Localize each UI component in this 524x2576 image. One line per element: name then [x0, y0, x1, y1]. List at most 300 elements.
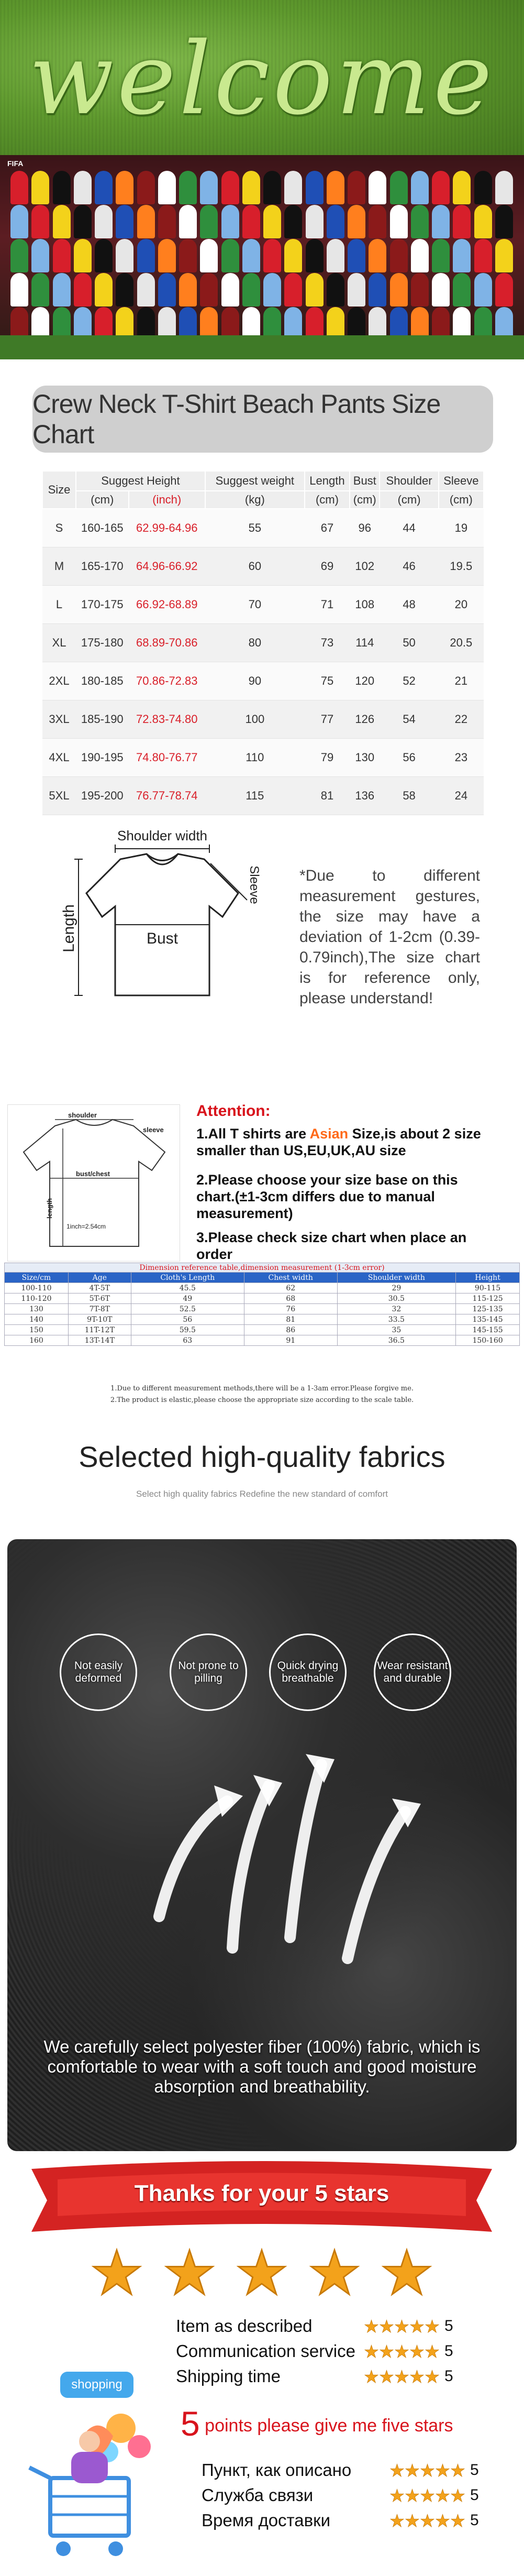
- size-cell: 96: [350, 509, 380, 547]
- player: [495, 205, 513, 238]
- player: [348, 171, 365, 204]
- size-cell: 71: [305, 585, 350, 623]
- attention-item-2: 2.Please choose your size base on this chart.(±1-3cm differs due to manual measurement): [196, 1172, 458, 1221]
- size-cell: 185-190: [76, 700, 129, 738]
- rating-score: 5: [470, 2512, 479, 2529]
- star-icon: [395, 2370, 409, 2384]
- rating-label: Communication service: [176, 2341, 355, 2361]
- size-cell: 62.99-64.96: [129, 509, 205, 547]
- kids-cell: 13T-14T: [68, 1335, 131, 1346]
- kids-row: [5, 1304, 520, 1314]
- player: [411, 205, 429, 238]
- unit-height-cm: (cm): [76, 491, 129, 509]
- attention-section: [0, 1094, 524, 1413]
- fabric-caption: We carefully select polyester fiber (100%) fabric, which is comfortable to wear with a soft touch and good moisture absorption and breathability.: [43, 2037, 481, 2096]
- size-cell: 21: [439, 662, 484, 700]
- star-icon: [395, 2319, 409, 2333]
- star-icon: [410, 2319, 424, 2333]
- player: [137, 171, 155, 204]
- player: [495, 239, 513, 272]
- star-icon: [451, 2489, 465, 2503]
- size-row: [42, 509, 484, 547]
- shopping-cart-icon: [8, 2368, 165, 2572]
- player: [10, 239, 28, 272]
- player: [306, 239, 324, 272]
- kids-row: [5, 1283, 520, 1294]
- size-cell: 190-195: [76, 738, 129, 776]
- size-cell: 19.5: [439, 547, 484, 585]
- player: [432, 239, 450, 272]
- size-row: [42, 623, 484, 662]
- size-cell: 67: [305, 509, 350, 547]
- player: [137, 273, 155, 306]
- player: [411, 239, 429, 272]
- star-icon: [364, 2370, 378, 2384]
- player: [158, 239, 176, 272]
- size-cell: 90: [205, 662, 305, 700]
- size-cell: 81: [305, 776, 350, 815]
- star-icon: [436, 2489, 450, 2503]
- shopping-illustration: [8, 2368, 165, 2572]
- kids-cell: 33.5: [337, 1314, 455, 1325]
- kids-header-chest: Chest width: [244, 1273, 337, 1283]
- star-icon: [451, 2514, 465, 2528]
- kids-cell: 130: [5, 1304, 69, 1314]
- size-cell: 102: [350, 547, 380, 585]
- star-icon: [380, 2344, 394, 2359]
- size-cell: 55: [205, 509, 305, 547]
- rating-label: Пункт, как описано: [202, 2460, 352, 2480]
- kids-cell: 4T-5T: [68, 1283, 131, 1294]
- mini-shoulder-label: shoulder: [68, 1111, 97, 1119]
- player: [74, 171, 92, 204]
- mini-conversion-label: 1inch=2.54cm: [66, 1223, 106, 1230]
- kids-cell: 36.5: [337, 1335, 455, 1346]
- big-stars-row: [92, 2248, 432, 2300]
- player: [31, 171, 49, 204]
- player: [432, 273, 450, 306]
- player-row: [10, 273, 513, 306]
- player: [158, 171, 176, 204]
- fabrics-subtitle: Select high quality fabrics Redefine the new standard of comfort: [136, 1489, 388, 1499]
- player: [200, 171, 218, 204]
- kids-cell: 68: [244, 1294, 337, 1304]
- player: [263, 239, 281, 272]
- player: [74, 205, 92, 238]
- kids-table-header-row: [5, 1273, 520, 1283]
- size-cell: 66.92-68.89: [129, 585, 205, 623]
- player: [95, 171, 113, 204]
- size-chart-header-row: [42, 471, 484, 491]
- star-icon: [390, 2514, 404, 2528]
- header-shoulder: Shoulder: [380, 471, 438, 491]
- kids-note-2: 2.The product is elastic,please choose the appropriate size according to the scale table.: [110, 1396, 414, 1404]
- kids-cell: 115-125: [456, 1294, 520, 1304]
- size-cell: 50: [380, 623, 438, 662]
- player: [31, 205, 49, 238]
- player: [242, 171, 260, 204]
- player: [474, 205, 492, 238]
- rating-stars: [364, 2319, 439, 2333]
- size-cell: 22: [439, 700, 484, 738]
- kids-cell: 110-120: [5, 1294, 69, 1304]
- star-icon: [390, 2463, 404, 2478]
- star-icon: [405, 2489, 419, 2503]
- five-points-caption: points please give me five stars: [199, 2416, 453, 2436]
- size-cell: 24: [439, 776, 484, 815]
- size-cell: 4XL: [42, 738, 76, 776]
- thanks-banner: [26, 2158, 497, 2237]
- kids-cell: 35: [337, 1325, 455, 1335]
- player: [53, 239, 71, 272]
- rating-stars: [364, 2344, 439, 2359]
- kids-cell: 56: [131, 1314, 244, 1325]
- player: [474, 171, 492, 204]
- star-icon: [425, 2319, 439, 2333]
- player: [221, 171, 239, 204]
- kids-cell: 90-115: [456, 1283, 520, 1294]
- player: [284, 205, 302, 238]
- star-icon: [395, 2344, 409, 2359]
- size-cell: 2XL: [42, 662, 76, 700]
- star-icon: [405, 2463, 419, 2478]
- kids-header-shoulder: Shoulder width: [337, 1273, 455, 1283]
- size-cell: 58: [380, 776, 438, 815]
- player: [200, 239, 218, 272]
- player: [263, 205, 281, 238]
- size-cell: 73: [305, 623, 350, 662]
- player: [390, 171, 408, 204]
- size-cell: 46: [380, 547, 438, 585]
- size-chart-table: [42, 470, 484, 815]
- rating-stars: [390, 2463, 465, 2478]
- player: [284, 171, 302, 204]
- player: [179, 273, 197, 306]
- size-row: [42, 547, 484, 585]
- size-row: [42, 776, 484, 815]
- star-icon: [364, 2319, 378, 2333]
- player: [53, 171, 71, 204]
- player: [31, 273, 49, 306]
- fabric-closeup-photo: [7, 1539, 517, 2151]
- player: [453, 273, 471, 306]
- star-icon: [380, 2370, 394, 2384]
- welcome-banner: [0, 0, 524, 155]
- rating-score: 5: [470, 2486, 479, 2504]
- kids-cell: 49: [131, 1294, 244, 1304]
- fifa-logo: FIFA: [7, 159, 24, 168]
- rating-row: [176, 2341, 453, 2362]
- size-cell: 68.89-70.86: [129, 623, 205, 662]
- kids-cell: 30.5: [337, 1294, 455, 1304]
- player: [327, 171, 344, 204]
- measure-diagram: [58, 828, 267, 1016]
- player: [306, 171, 324, 204]
- player: [10, 205, 28, 238]
- player: [474, 273, 492, 306]
- player: [306, 205, 324, 238]
- mini-bust-label: bust/chest: [76, 1170, 110, 1178]
- player: [495, 273, 513, 306]
- size-cell: XL: [42, 623, 76, 662]
- star-icon: [364, 2344, 378, 2359]
- size-cell: 64.96-66.92: [129, 547, 205, 585]
- badge-not-deformed: Not easily deformed: [60, 1634, 137, 1711]
- rating-label: Время доставки: [202, 2511, 331, 2530]
- header-suggest-height: Suggest Height: [76, 471, 205, 491]
- size-cell: 108: [350, 585, 380, 623]
- player: [411, 273, 429, 306]
- rating-row: [202, 2485, 479, 2506]
- size-cell: 60: [205, 547, 305, 585]
- size-cell: 54: [380, 700, 438, 738]
- player: [411, 171, 429, 204]
- rating-score: 5: [470, 2461, 479, 2479]
- size-row: [42, 585, 484, 623]
- star-icon: [390, 2489, 404, 2503]
- kids-cell: 9T-10T: [68, 1314, 131, 1325]
- player-row: [10, 239, 513, 272]
- player: [327, 273, 344, 306]
- size-cell: 79: [305, 738, 350, 776]
- sleeve-label: Sleeve: [247, 865, 261, 904]
- size-cell: 56: [380, 738, 438, 776]
- player: [348, 205, 365, 238]
- player: [137, 239, 155, 272]
- player: [306, 273, 324, 306]
- player: [74, 239, 92, 272]
- rating-score: 5: [444, 2342, 453, 2360]
- kids-cell: 59.5: [131, 1325, 244, 1335]
- size-cell: 19: [439, 509, 484, 547]
- rating-stars: [390, 2514, 465, 2528]
- player: [221, 239, 239, 272]
- size-cell: M: [42, 547, 76, 585]
- kids-cell: 150-160: [456, 1335, 520, 1346]
- player: [158, 205, 176, 238]
- star-icon: [420, 2514, 434, 2528]
- player: [348, 239, 365, 272]
- five-points-text: [181, 2404, 453, 2443]
- star-icon: [425, 2344, 439, 2359]
- player: [453, 205, 471, 238]
- player: [221, 273, 239, 306]
- team-photo: [0, 155, 524, 359]
- attention-item-1-post: Size,is about 2 size smaller than US,EU,UK,AU size: [196, 1126, 481, 1158]
- kids-cell: 63: [131, 1335, 244, 1346]
- rating-label: Служба связи: [202, 2485, 314, 2505]
- kids-row: [5, 1325, 520, 1335]
- unit-sleeve: (cm): [439, 491, 484, 509]
- star-icon: [420, 2489, 434, 2503]
- star-icon: [237, 2248, 287, 2298]
- thanks-text: Thanks for your 5 stars: [134, 2180, 389, 2206]
- kids-row: [5, 1335, 520, 1346]
- shopping-bubble: shopping: [60, 2372, 133, 2398]
- size-cell: 48: [380, 585, 438, 623]
- player: [453, 239, 471, 272]
- size-cell: 126: [350, 700, 380, 738]
- unit-length: (cm): [305, 491, 350, 509]
- player: [369, 239, 386, 272]
- attention-title: Attention:: [196, 1102, 271, 1120]
- size-cell: 69: [305, 547, 350, 585]
- header-size: Size: [42, 471, 76, 509]
- kids-note-1: 1.Due to different measurement methods,there will be a 1-3am error.Please forgive me.: [110, 1385, 414, 1393]
- player-row: [10, 205, 513, 238]
- player: [348, 273, 365, 306]
- rating-score: 5: [444, 2317, 453, 2334]
- size-cell: 170-175: [76, 585, 129, 623]
- size-cell: S: [42, 509, 76, 547]
- tshirt-measure-icon: [58, 838, 267, 1016]
- player: [284, 239, 302, 272]
- player: [10, 273, 28, 306]
- kids-cell: 7T-8T: [68, 1304, 131, 1314]
- rating-row: [202, 2460, 479, 2481]
- size-cell: 72.83-74.80: [129, 700, 205, 738]
- mini-tshirt-diagram: [7, 1104, 180, 1262]
- player: [390, 205, 408, 238]
- mini-sleeve-label: sleeve: [143, 1126, 164, 1134]
- attention-item-1-accent: Asian: [309, 1126, 349, 1142]
- shoulder-width-label: Shoulder width: [115, 828, 209, 844]
- size-cell: 75: [305, 662, 350, 700]
- mini-length-label: length: [46, 1198, 53, 1219]
- unit-weight: (kg): [205, 491, 305, 509]
- size-cell: 76.77-78.74: [129, 776, 205, 815]
- fabrics-title: Selected high-quality fabrics: [79, 1440, 445, 1473]
- player: [390, 239, 408, 272]
- player: [474, 239, 492, 272]
- player: [179, 171, 197, 204]
- attention-item-3: 3.Please check size chart when place an order: [196, 1230, 467, 1262]
- rating-stars: [390, 2489, 465, 2503]
- header-sleeve: Sleeve: [439, 471, 484, 491]
- star-icon: [451, 2463, 465, 2478]
- kids-cell: 81: [244, 1314, 337, 1325]
- size-row: [42, 738, 484, 776]
- rating-row: [176, 2366, 453, 2387]
- size-cell: 74.80-76.77: [129, 738, 205, 776]
- size-cell: 120: [350, 662, 380, 700]
- kids-table-caption-row: [5, 1263, 520, 1273]
- kids-table-notes: [0, 1383, 524, 1406]
- length-label: Length: [60, 904, 77, 952]
- player: [242, 239, 260, 272]
- size-cell: 136: [350, 776, 380, 815]
- header-suggest-weight: Suggest weight: [205, 471, 305, 491]
- bust-label: Bust: [146, 930, 179, 947]
- size-cell: L: [42, 585, 76, 623]
- size-cell: 44: [380, 509, 438, 547]
- five-points-number: 5: [181, 2404, 200, 2443]
- player: [327, 239, 344, 272]
- player: [53, 205, 71, 238]
- welcome-text: welcome: [28, 21, 496, 137]
- size-row: [42, 700, 484, 738]
- kids-header-age: Age: [68, 1273, 131, 1283]
- player: [432, 171, 450, 204]
- attention-item-1-pre: 1.All T shirts are: [196, 1126, 310, 1142]
- unit-height-inch: (inch): [129, 491, 205, 509]
- player: [158, 273, 176, 306]
- kids-cell: 86: [244, 1325, 337, 1335]
- star-icon: [164, 2248, 215, 2298]
- star-icon: [309, 2248, 360, 2298]
- kids-cell: 5T-6T: [68, 1294, 131, 1304]
- kids-row: [5, 1314, 520, 1325]
- star-icon: [405, 2514, 419, 2528]
- star-icon: [410, 2344, 424, 2359]
- player: [327, 205, 344, 238]
- player: [31, 239, 49, 272]
- kids-cell: 29: [337, 1283, 455, 1294]
- size-cell: 70: [205, 585, 305, 623]
- player: [242, 273, 260, 306]
- rating-score: 5: [444, 2367, 453, 2385]
- size-cell: 114: [350, 623, 380, 662]
- badge-wear-resistant: Wear resistant and durable: [374, 1634, 451, 1711]
- size-cell: 195-200: [76, 776, 129, 815]
- player: [179, 205, 197, 238]
- player: [74, 273, 92, 306]
- player: [369, 273, 386, 306]
- badge-quick-drying: Quick drying breathable: [269, 1634, 347, 1711]
- kids-header-height: Height: [456, 1273, 520, 1283]
- player: [10, 171, 28, 204]
- kids-row: [5, 1294, 520, 1304]
- rating-label: Item as described: [176, 2316, 313, 2336]
- player: [179, 239, 197, 272]
- player: [453, 171, 471, 204]
- badge-not-pilling: Not prone to pilling: [170, 1634, 247, 1711]
- kids-cell: 135-145: [456, 1314, 520, 1325]
- player: [495, 171, 513, 204]
- rating-label: Shipping time: [176, 2366, 281, 2386]
- unit-bust: (cm): [350, 491, 380, 509]
- kids-header-size: Size/cm: [5, 1273, 69, 1283]
- player: [116, 205, 133, 238]
- kids-size-table: [4, 1263, 520, 1346]
- kids-cell: 150: [5, 1325, 69, 1335]
- player: [116, 239, 133, 272]
- star-icon: [410, 2370, 424, 2384]
- player: [284, 273, 302, 306]
- header-length: Length: [305, 471, 350, 491]
- kids-table-caption: Dimension reference table,dimension measurement (1-3cm error): [5, 1263, 520, 1273]
- size-chart-title: Crew Neck T-Shirt Beach Pants Size Chart: [32, 386, 493, 453]
- kids-cell: 52.5: [131, 1304, 244, 1314]
- size-row: [42, 662, 484, 700]
- player: [369, 205, 386, 238]
- rating-row: [202, 2510, 479, 2531]
- size-cell: 165-170: [76, 547, 129, 585]
- size-cell: 100: [205, 700, 305, 738]
- player: [432, 205, 450, 238]
- size-cell: 175-180: [76, 623, 129, 662]
- player: [221, 205, 239, 238]
- attention-item-1: [196, 1125, 489, 1159]
- player: [200, 273, 218, 306]
- rating-row: [176, 2316, 453, 2337]
- size-cell: 160-165: [76, 509, 129, 547]
- size-cell: 23: [439, 738, 484, 776]
- player: [116, 171, 133, 204]
- measure-note: *Due to different measurement gestures, the size may have a deviation of 1-2cm (0.39-0.79inch),The size chart is for reference only, please understand!: [299, 867, 480, 1007]
- player: [263, 273, 281, 306]
- star-icon: [380, 2319, 394, 2333]
